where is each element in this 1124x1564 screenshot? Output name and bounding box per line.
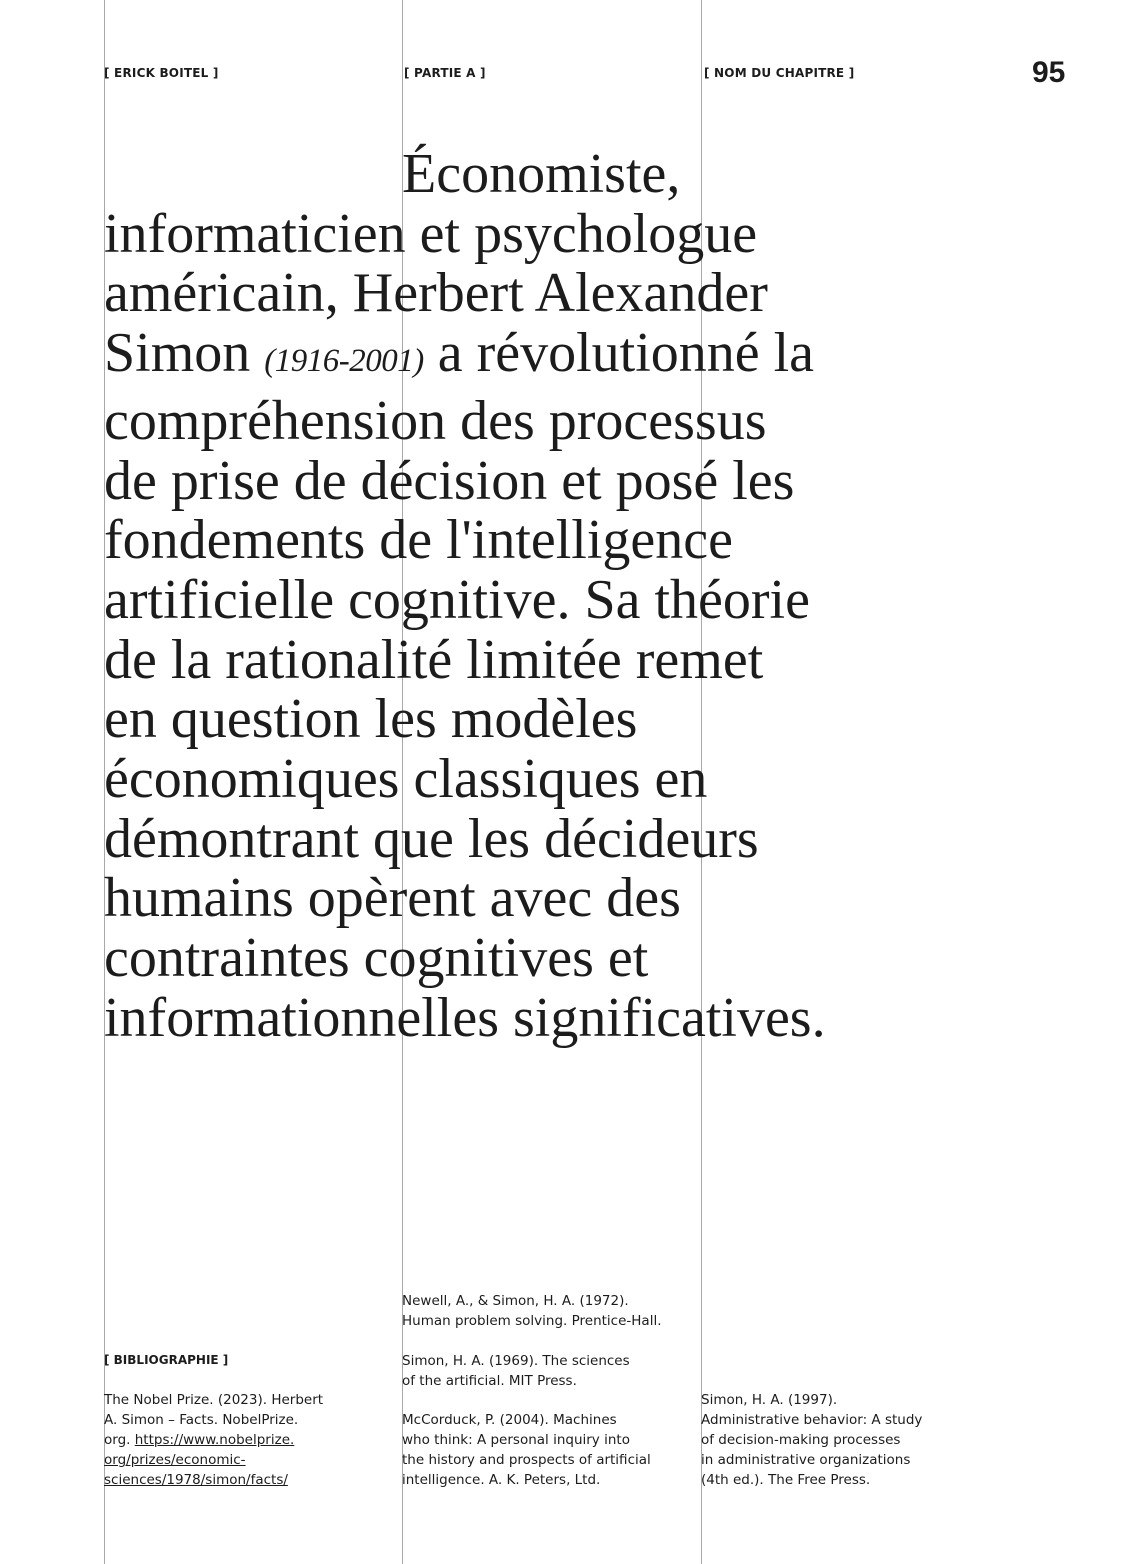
reference-line: McCorduck, P. (2004). Machines — [402, 1412, 617, 1428]
main-line: américain, Herbert Alexander — [104, 262, 768, 325]
reference-line: Simon, H. A. (1997). — [701, 1392, 838, 1408]
main-line: Économiste, — [402, 143, 681, 205]
reference-line: in administrative organizations — [701, 1452, 911, 1468]
reference-line: Newell, A., & Simon, H. A. (1972). — [402, 1293, 629, 1309]
main-line: en question les modèles — [104, 688, 638, 751]
main-line: économiques classiques en — [104, 748, 708, 811]
main-line: humains opèrent avec des — [104, 867, 681, 930]
main-line: a révolutionné la — [423, 322, 815, 385]
main-line: Simon — [104, 322, 265, 385]
life-dates: (1916-2001) — [264, 343, 424, 380]
main-line: informaticien et psychologue — [104, 202, 758, 265]
reference-line: Administrative behavior: A study — [701, 1412, 923, 1428]
reference-line: of decision-making processes — [701, 1432, 901, 1448]
reference-line: of the artificial. MIT Press. — [402, 1373, 577, 1389]
reference-text: org. — [104, 1432, 135, 1448]
bibliography-heading: [ BIBLIOGRAPHIE ] — [104, 1353, 229, 1367]
reference-nobel — [104, 1390, 323, 1490]
reference-simon-1997 — [701, 1390, 922, 1490]
main-paragraph — [104, 145, 964, 1049]
reference-newell — [402, 1291, 662, 1331]
main-line: démontrant que les décideurs — [104, 807, 759, 870]
reference-link[interactable]: https://www.nobelprize. — [134, 1432, 295, 1448]
reference-line: Simon, H. A. (1969). The sciences — [402, 1353, 630, 1369]
reference-line: intelligence. A. K. Peters, Ltd. — [402, 1472, 601, 1488]
reference-simon-1969 — [402, 1351, 630, 1391]
main-line: informationnelles significatives. — [104, 986, 826, 1049]
header-chapter: [ NOM DU CHAPITRE ] — [704, 66, 855, 80]
reference-line: the history and prospects of artificial — [402, 1452, 651, 1468]
main-line: fondements de l'intelligence — [104, 509, 733, 572]
reference-line: who think: A personal inquiry into — [402, 1432, 630, 1448]
reference-line: Human problem solving. Prentice-Hall. — [402, 1313, 662, 1329]
header-author: [ ERICK BOITEL ] — [104, 66, 219, 80]
page-number: 95 — [1032, 56, 1066, 89]
reference-line: The Nobel Prize. (2023). Herbert — [104, 1392, 324, 1408]
main-line: de la rationalité limitée remet — [104, 628, 764, 691]
reference-line — [104, 1430, 323, 1450]
reference-line: (4th ed.). The Free Press. — [701, 1472, 871, 1488]
reference-mccorduck — [402, 1410, 651, 1490]
header-part: [ PARTIE A ] — [404, 66, 486, 80]
reference-line: A. Simon – Facts. NobelPrize. — [104, 1412, 299, 1428]
main-line: artificielle cognitive. Sa théorie — [104, 568, 810, 631]
reference-link[interactable]: org/prizes/economic- — [104, 1452, 246, 1468]
main-line: compréhension des processus — [104, 389, 767, 452]
main-line: contraintes cognitives et — [104, 927, 649, 990]
main-line: de prise de décision et posé les — [104, 449, 795, 512]
reference-link[interactable]: sciences/1978/simon/facts/ — [104, 1472, 288, 1488]
